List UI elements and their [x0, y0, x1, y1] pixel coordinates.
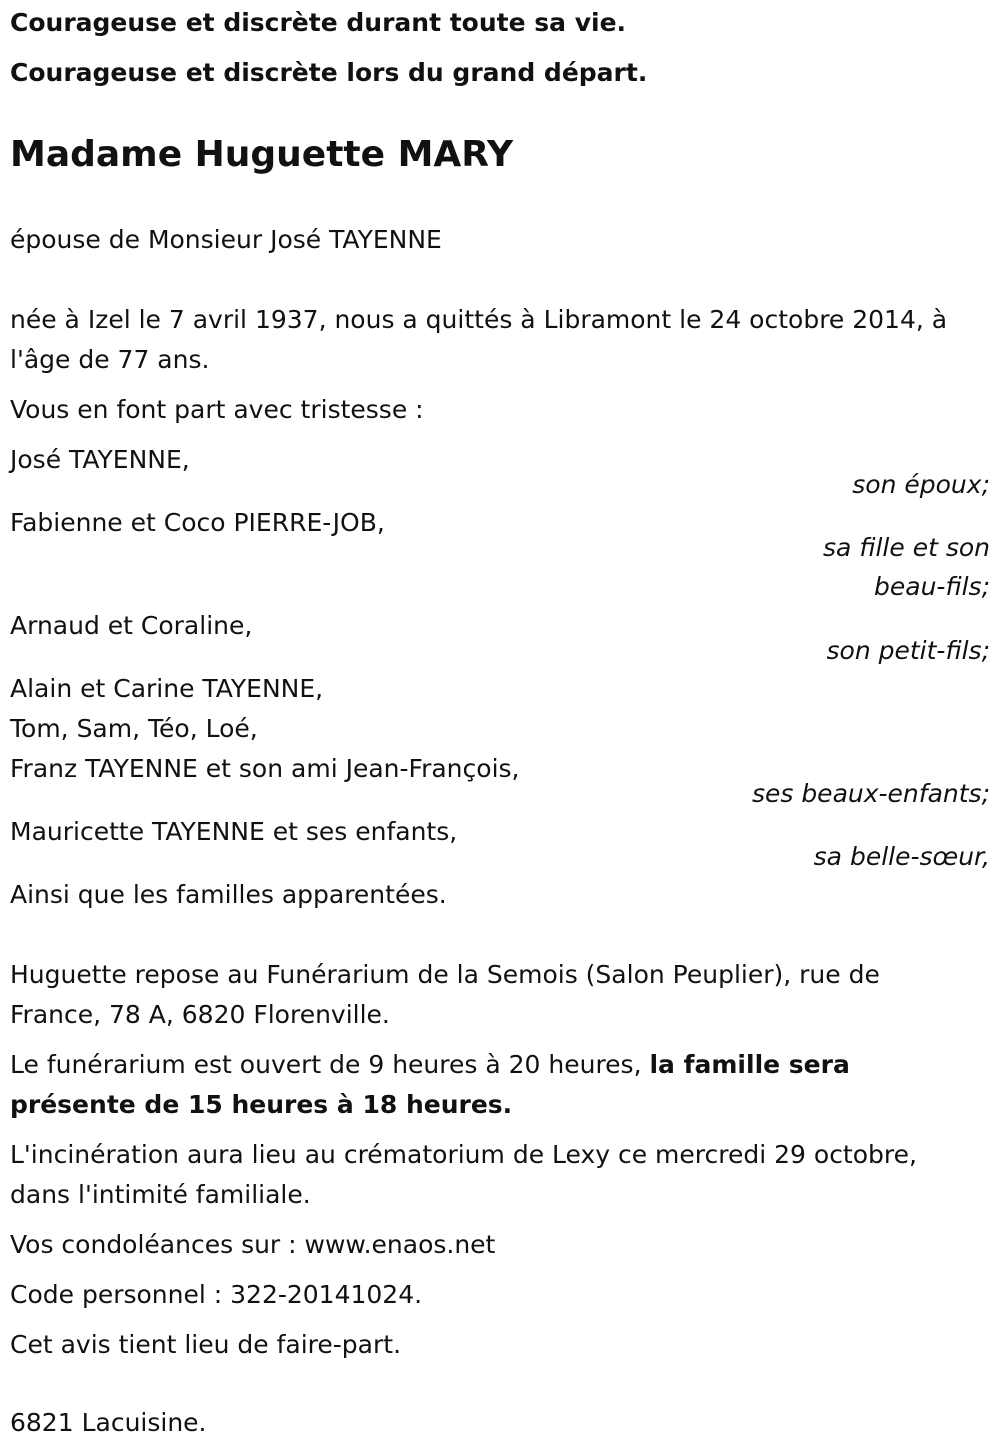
epigraph-line-1: Courageuse et discrète durant toute sa vie. — [10, 8, 627, 37]
family-relation: ses beaux-enfants; — [751, 779, 990, 808]
family-relation: son époux; — [852, 470, 990, 499]
hours-line-2: présente de 15 heures à 18 heures. — [10, 1090, 513, 1119]
families-line: Ainsi que les familles apparentées. — [10, 880, 447, 909]
family-relation: sa fille et son — [823, 533, 990, 562]
family-names: Fabienne et Coco PIERRE-JOB, — [10, 508, 385, 537]
family-names: Franz TAYENNE et son ami Jean-François, — [10, 754, 520, 783]
notice-line: Cet avis tient lieu de faire-part. — [10, 1330, 402, 1359]
family-names: Arnaud et Coraline, — [10, 611, 253, 640]
birth-line-1: née à Izel le 7 avril 1937, nous a quittés à Libramont le 24 octobre 2014, à — [10, 305, 948, 334]
address-line: 6821 Lacuisine. — [10, 1408, 207, 1437]
announce-intro: Vous en font part avec tristesse : — [10, 395, 424, 424]
family-names: José TAYENNE, — [10, 445, 190, 474]
epigraph-line-2: Courageuse et discrète lors du grand départ. — [10, 58, 648, 87]
hours-regular-text: Le funérarium est ouvert de 9 heures à 20 heures, — [10, 1050, 650, 1079]
family-relation: beau-fils; — [874, 572, 990, 601]
family-relation: son petit-fils; — [826, 636, 990, 665]
personal-code: Code personnel : 322-20141024. — [10, 1280, 423, 1309]
family-names: Mauricette TAYENNE et ses enfants, — [10, 817, 458, 846]
family-names: Alain et Carine TAYENNE, — [10, 674, 324, 703]
hours-bold-text: la famille sera — [649, 1050, 850, 1079]
hours-line-1 — [10, 1050, 850, 1080]
condolences-line: Vos condoléances sur : www.enaos.net — [10, 1230, 496, 1259]
spouse-line: épouse de Monsieur José TAYENNE — [10, 225, 442, 254]
family-relation: sa belle-sœur, — [813, 842, 990, 871]
repose-line-2: France, 78 A, 6820 Florenville. — [10, 1000, 390, 1029]
cremation-line-2: dans l'intimité familiale. — [10, 1180, 311, 1209]
family-names: Tom, Sam, Téo, Loé, — [10, 714, 258, 743]
repose-line-1: Huguette repose au Funérarium de la Semois (Salon Peuplier), rue de — [10, 960, 880, 989]
cremation-line-1: L'incinération aura lieu au crématorium de Lexy ce mercredi 29 octobre, — [10, 1140, 917, 1169]
deceased-name: Madame Huguette MARY — [10, 134, 514, 175]
birth-line-2: l'âge de 77 ans. — [10, 345, 210, 374]
